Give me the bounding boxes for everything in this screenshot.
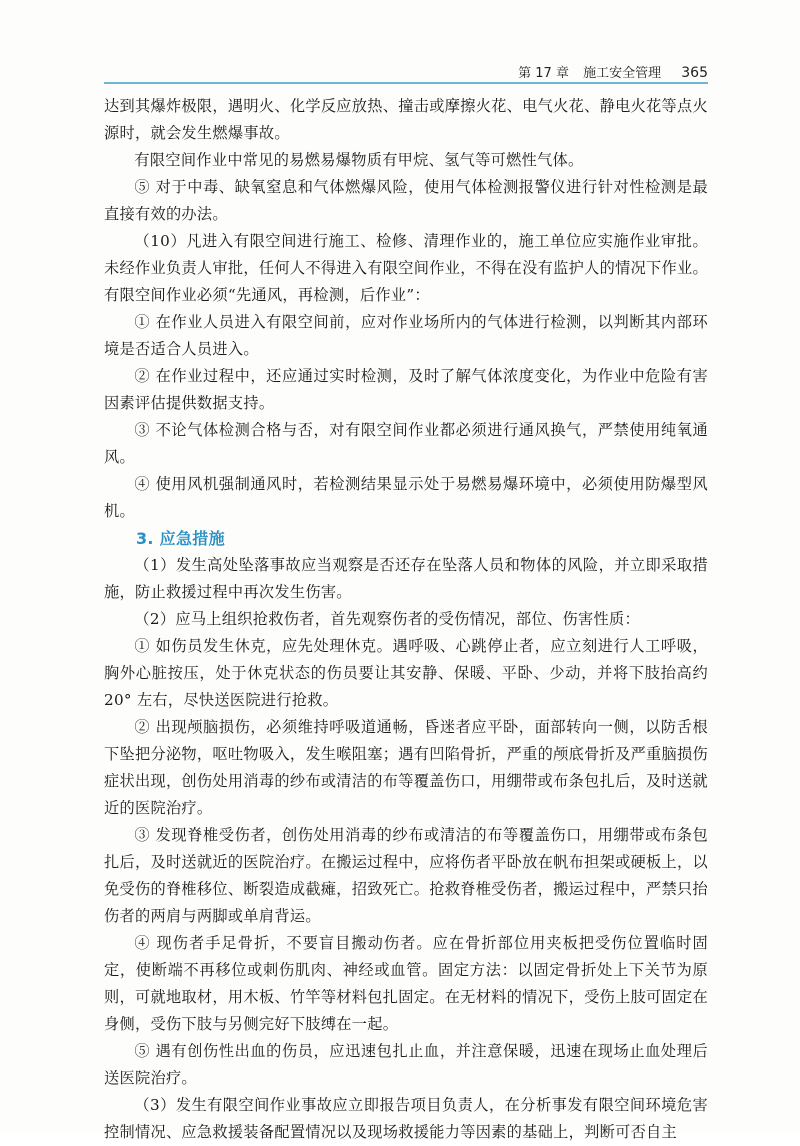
paragraph: ① 在作业人员进入有限空间前，应对作业场所内的气体进行检测，以判断其内部环境是否适合人员进入。 — [104, 313, 708, 358]
paragraph: ② 在作业过程中，还应通过实时检测，及时了解气体浓度变化，为作业中危险有害因素评估提供数据支持。 — [104, 367, 708, 412]
paragraph: ③ 发现脊椎受伤者，创伤处用消毒的纱布或清洁的布等覆盖伤口，用绷带或布条包扎后，及时送就近的医院治疗。在搬运过程中，应将伤者平卧放在帆布担架或硬板上，以免受伤的脊椎移位、断裂造成截瘫，招致死亡。抢救脊椎受伤者，搬运过程中，严禁只抬伤者的两肩与两脚或单肩背运。 — [104, 826, 709, 925]
running-header — [104, 62, 708, 84]
paragraph: ④ 使用风机强制通风时，若检测结果显示处于易燃易爆环境中，必须使用防爆型风机。 — [104, 475, 708, 520]
body-text — [104, 93, 708, 1146]
paragraph: 达到其爆炸极限，遇明火、化学反应放热、撞击或摩擦火花、电气火花、静电火花等点火源时，就会发生燃爆事故。 — [104, 97, 709, 142]
paragraph: ② 出现颅脑损伤，必须维持呼吸道通畅，昏迷者应平卧，面部转向一侧，以防舌根下坠把分泌物，呕吐物吸入，发生喉阻塞；遇有凹陷骨折，严重的颅底骨折及严重脑损伤症状出现，创伤处用消毒的纱布或清洁的布等覆盖伤口，用绷带或布条包扎后，及时送就近的医院治疗。 — [104, 718, 709, 817]
chapter-label: 第 17 章 — [518, 66, 569, 81]
paragraph: ⑤ 对于中毒、缺氧窒息和气体燃爆风险，使用气体检测报警仪进行针对性检测是最直接有效的办法。 — [104, 178, 708, 223]
paragraph: （3）发生有限空间作业事故应立即报告项目负责人，在分析事发有限空间环境危害控制情况、应急救援装备配置情况以及现场救援能力等因素的基础上，判断可否自主 — [104, 1096, 708, 1141]
page-number: 365 — [681, 65, 708, 81]
paragraph: ④ 现伤者手足骨折，不要盲目搬动伤者。应在骨折部位用夹板把受伤位置临时固定，使断端不再移位或刺伤肌肉、神经或血管。固定方法：以固定骨折处上下关节为原则，可就地取材，用木板、竹竿等材料包扎固定。在无材料的情况下，受伤上肢可固定在身侧，受伤下肢与另侧完好下肢缚在一起。 — [104, 934, 709, 1033]
section-heading: 3. 应急措施 — [136, 529, 225, 548]
paragraph: ⑤ 遇有创伤性出血的伤员，应迅速包扎止血，并注意保暖，迅速在现场止血处理后送医院治疗。 — [104, 1042, 708, 1087]
chapter-title: 施工安全管理 — [583, 66, 662, 81]
paragraph: （10）凡进入有限空间进行施工、检修、清理作业的，施工单位应实施作业审批。未经作业负责人审批，任何人不得进入有限空间作业，不得在没有监护人的情况下作业。有限空间作业必须“先通风，再检测，后作业”： — [104, 232, 709, 304]
paragraph: （1）发生高处坠落事故应当观察是否还存在坠落人员和物体的风险，并立即采取措施，防止救援过程中再次发生伤害。 — [104, 556, 708, 601]
header-rule — [104, 82, 708, 84]
paragraph: 有限空间作业中常见的易燃易爆物质有甲烷、氢气等可燃性气体。 — [134, 151, 584, 169]
paragraph: ① 如伤员发生休克，应先处理休克。遇呼吸、心跳停止者，应立刻进行人工呼吸，胸外心脏按压，处于休克状态的伤员要让其安静、保暖、平卧、少动，并将下肢抬高约 20° 左右，尽快送医院进行抢救。 — [104, 637, 708, 709]
paragraph: ③ 不论气体检测合格与否，对有限空间作业都必须进行通风换气，严禁使用纯氧通风。 — [104, 421, 708, 466]
paragraph: （2）应马上组织抢救伤者，首先观察伤者的受伤情况，部位、伤害性质： — [134, 610, 640, 628]
